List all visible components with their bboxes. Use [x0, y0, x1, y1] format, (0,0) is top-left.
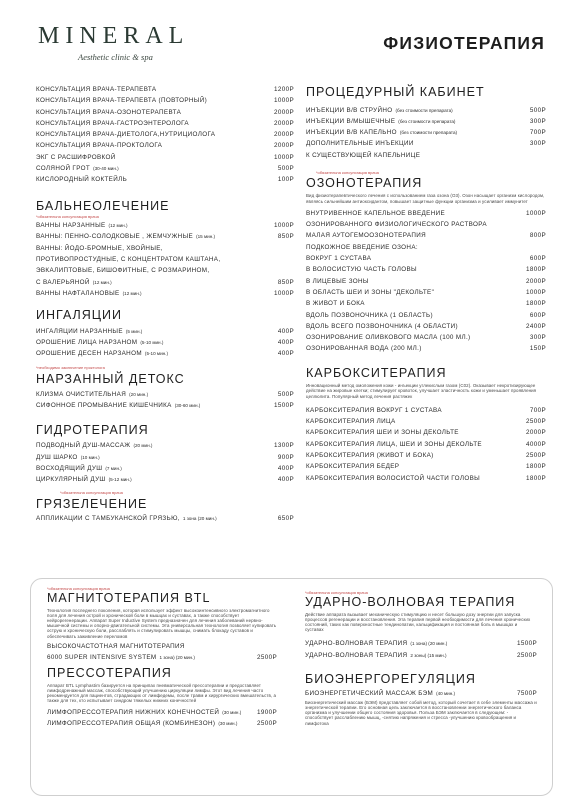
- item-name: ОЗОНИРОВАННОГО ФИЗИОЛОГИЧЕСКОГО РАСТВОРА: [306, 221, 487, 229]
- item-name: ВАННЫ НАРЗАННЫЕ: [36, 222, 106, 230]
- list-item: [36, 265, 294, 276]
- item-price: 800Р: [529, 232, 546, 240]
- item-name: ИНЪЕКЦИИ В/В СТРУЙНО: [306, 106, 393, 114]
- item-price: 500Р: [277, 391, 294, 399]
- balneo-list: [36, 220, 294, 299]
- item-price: 500Р: [529, 106, 546, 114]
- item-note: (12 мин.): [92, 279, 112, 285]
- requirement-note: *обязательна консультация врача: [316, 169, 379, 175]
- item-name: ЭКГ С РАСШИФРОВКОЙ: [36, 153, 116, 161]
- item-price: 2000Р: [274, 119, 294, 127]
- list-item: [306, 208, 546, 219]
- item-price: 2000Р: [274, 142, 294, 150]
- item-note: (7 мин.): [105, 465, 122, 471]
- list-item: [306, 321, 546, 332]
- list-item: [36, 84, 294, 95]
- list-item: [36, 288, 294, 299]
- item-price: 2000Р: [526, 277, 546, 285]
- item-price: 400Р: [277, 464, 294, 472]
- item-name: ОРОШЕНИЕ ЛИЦА НАРЗАНОМ: [36, 339, 138, 347]
- list-item: [306, 287, 546, 298]
- list-item: [306, 427, 546, 438]
- item-name: ДУШ ШАРКО: [36, 453, 78, 461]
- list-item: [36, 152, 294, 163]
- list-item: [36, 348, 294, 359]
- list-item: [36, 337, 294, 348]
- item-name: С ВАЛЕРЬЯНОЙ: [36, 278, 90, 286]
- list-item: [306, 332, 546, 343]
- item-price: 900Р: [277, 453, 294, 461]
- item-name: АППЛИКАЦИИ С ТАМБУКАНСКОЙ ГРЯЗЬЮ,: [36, 514, 180, 522]
- item-price: 700Р: [529, 406, 546, 414]
- shock-list: [305, 638, 537, 661]
- list-item: [36, 174, 294, 185]
- item-name: ВАННЫ НАФТАЛАНОВЫЕ: [36, 289, 120, 297]
- item-name: ВЫСОКОЧАСТОТНАЯ МАГНИТОТЕРАПИЯ: [47, 642, 185, 650]
- item-price: 300Р: [529, 140, 546, 148]
- item-name: КАРБОКСИТЕРАПИЯ БЕДЕР: [306, 463, 400, 471]
- item-name: КАРБОКСИТЕРАПИЯ ВОКРУГ 1 СУСТАВА: [306, 406, 442, 414]
- item-price: 2500Р: [526, 418, 546, 426]
- section-description: Аппарат BTL Lymphastim базируется на принципах пневматической прессотерапии и предоставляет лимфодренажный массаж, способствующий улучшению циркуляции лимфы. Этот вид лечения часто рекомендуется для пациентов, страдающих от лимфедемы, после травм и хирургических вмешательств, а также для тех, кто испытывает синдром тяжелых нижних конечностей: [47, 682, 277, 704]
- item-name: ПОДВОДНЫЙ ДУШ-МАССАЖ: [36, 442, 131, 450]
- list-item: [306, 405, 546, 416]
- section-title: ИНГАЛЯЦИИ: [36, 308, 123, 323]
- item-name: КОНСУЛЬТАЦИЯ ВРАЧА-ТЕРАПЕВТА (ПОВТОРНЫЙ): [36, 97, 208, 105]
- item-name: СИФОННОЕ ПРОМЫВАНИЕ КИШЕЧНИКА: [36, 402, 172, 410]
- section-description: Биоэнергетический массаж (БЭМ) представляет собой метод, который сочетает в себе элементы массажа и энергетической терапии. Его основная цель заключается в восстановлении энергетического баланса организма и улучшении общего состояния здоровья. Польза БЭМ заключается в следующем: - способствует расслаблению мышц, -снятию напряжения и стресса -улучшению кровообращения и лимфотока: [305, 699, 537, 726]
- list-item: [36, 440, 294, 451]
- list-item: [36, 95, 294, 106]
- item-note: (30-60 мин.): [174, 403, 201, 409]
- item-price: 100Р: [277, 176, 294, 184]
- list-item: [36, 513, 294, 524]
- list-item: [306, 127, 546, 138]
- item-name: КИСЛОРОДНЫЙ КОКТЕЙЛЬ: [36, 176, 128, 184]
- item-price: 300Р: [529, 117, 546, 125]
- item-price: 1000Р: [274, 97, 294, 105]
- item-name: ИНЪЕКЦИИ В/В КАПЕЛЬНО: [306, 129, 397, 137]
- bottom-box: [30, 578, 553, 796]
- item-name: КАРБОКСИТЕРАПИЯ (ЖИВОТ И БОКА): [306, 452, 434, 460]
- section-title: ГРЯЗЕЛЕЧЕНИЕ: [36, 497, 148, 512]
- list-item: [306, 298, 546, 309]
- item-name: МАЛАЯ АУТОГЕМООЗОНОТЕРАПИЯ: [306, 232, 426, 240]
- item-name: ПРОТИВОПРОСТУДНЫЕ, С КОНЦЕНТРАТОМ КАШТАНА,: [36, 256, 221, 264]
- carboxy-list: [306, 405, 546, 484]
- item-price: 1800Р: [526, 266, 546, 274]
- requirement-note: *обязательна консультация врача: [305, 590, 368, 595]
- list-item: [306, 253, 546, 264]
- list-item: [36, 400, 294, 411]
- detox-list: [36, 389, 294, 412]
- item-price: 600Р: [529, 311, 546, 319]
- left-column: [36, 84, 294, 524]
- requirement-note: *обязательна консультация врача: [36, 214, 99, 220]
- item-note: (20 мин.): [129, 392, 149, 398]
- logo: [38, 24, 189, 62]
- item-name: ОЗОНИРОВАННАЯ ВОДА (200 МЛ.): [306, 345, 422, 353]
- item-note: (20 мин.): [133, 443, 153, 449]
- item-price: 400Р: [277, 339, 294, 347]
- item-note: (30-40 мин.): [93, 166, 119, 172]
- item-name: ЦИРКУЛЯРНЫЙ ДУШ: [36, 476, 106, 484]
- item-name: ВОКРУГ 1 СУСТАВА: [306, 255, 372, 263]
- item-name: КАРБОКСИТЕРАПИЯ ЛИЦА: [306, 418, 396, 426]
- section-description: Вид физиотерапевтического лечения с использованием газа озона (О3). Озон насыщает организм кислородом, являясь сильнейшим антиоксидантом, повышает защитные функции организма и усиливает иммунитет: [306, 193, 545, 204]
- item-name: БИОЭНЕРГЕТИЧЕСКИЙ МАССАЖ БЭМ: [305, 690, 434, 698]
- item-name: К СУЩЕСТВУЮЩЕЙ КАПЕЛЬНИЦЕ: [306, 151, 421, 159]
- item-name: ИНГАЛЯЦИИ НАРЗАННЫЕ: [36, 327, 123, 335]
- list-item: [305, 638, 537, 649]
- list-item: [36, 118, 294, 129]
- item-name: ДОПОЛНИТЕЛЬНЫЕ ИНЪЕКЦИИ: [306, 140, 414, 148]
- item-price: 1000Р: [526, 288, 546, 296]
- item-price: 1800Р: [526, 474, 546, 482]
- requirement-note: *обязательна консультация врача: [47, 586, 110, 591]
- list-item: [36, 243, 294, 254]
- list-item: [306, 242, 546, 253]
- item-price: 1000Р: [274, 222, 294, 230]
- list-item: [306, 105, 546, 116]
- requirement-note: *обязательна консультация врача: [60, 490, 123, 496]
- item-name: ВДОЛЬ ВСЕГО ПОЗВОНОЧНИКА (4 ОБЛАСТИ): [306, 322, 458, 330]
- list-item: [36, 254, 294, 265]
- item-price: 1000Р: [274, 153, 294, 161]
- list-item: [306, 150, 546, 161]
- list-item: [47, 707, 277, 718]
- item-note: 1 зона (20 мин.): [182, 515, 217, 521]
- item-name: ВНУТРИВЕННОЕ КАПЕЛЬНОЕ ВВЕДЕНИЕ: [306, 209, 446, 217]
- item-note: (5-12 мин.): [108, 477, 132, 483]
- list-item: [36, 163, 294, 174]
- section-title: ОЗОНОТЕРАПИЯ: [306, 175, 423, 190]
- list-item: [305, 650, 537, 661]
- list-item: [36, 474, 294, 485]
- item-price: 1900Р: [257, 708, 277, 716]
- item-price: 1800Р: [526, 463, 546, 471]
- item-name: В ЖИВОТ И БОКА: [306, 300, 365, 308]
- item-name: ИНЪЕКЦИИ В/МЫШЕЧНЫЕ: [306, 117, 396, 125]
- list-item: [36, 389, 294, 400]
- consult-list: [36, 84, 294, 186]
- item-note: 2 зоны) (15 мин.): [410, 652, 447, 658]
- section-title: ПРОЦЕДУРНЫЙ КАБИНЕТ: [306, 85, 485, 99]
- ozone-list: [306, 208, 546, 355]
- item-name: В ВОЛОСИСТУЮ ЧАСТЬ ГОЛОВЫ: [306, 266, 417, 274]
- item-price: 150Р: [529, 345, 546, 353]
- section-description: Действие аппарата вызывает механическую стимуляцию и несет большую дозу энергии для запуска процессов регенерации и восстановления. Эта терапия первой необходимости для лечения хронических состояний, таких как поверхностные тендинопатии, кальцификация и постоянная боль в мышцах и суставах: [305, 611, 531, 633]
- press-list: [47, 707, 277, 730]
- item-price: 1800Р: [526, 300, 546, 308]
- list-item: [306, 219, 546, 230]
- item-price: 2000Р: [526, 429, 546, 437]
- list-item: [306, 138, 546, 149]
- list-item: [36, 452, 294, 463]
- item-price: 2500Р: [517, 651, 537, 659]
- item-price: 700Р: [529, 129, 546, 137]
- list-item: [36, 277, 294, 288]
- item-note: (5-10 мин.): [140, 340, 164, 346]
- item-name: 6000 SUPER INTENSIVE SYSTEM: [47, 654, 157, 662]
- item-note: (без стоимости препарата): [398, 118, 456, 124]
- item-price: 850Р: [277, 278, 294, 286]
- section-description: Технология последнего поколения, которая использует эффект высокоинтенсивного электромагнитного поля для лечения острой и хронической боли в мышцах и суставах, а также способствует нейрорегенерации. Аппарат Super Inductive System предназначен для лечения заболеваний нервно-мышечной системы и опорно-двигательной системы. Эта универсальная технология позволяет купировать острую и хроническую боли, расслаблять и стимулировать мышцы, снимать блокаду суставов и обеспечивать заживление переломов: [47, 607, 277, 639]
- section-title: НАРЗАННЫЙ ДЕТОКС: [36, 371, 185, 386]
- section-description: Инновационный метод омоложения кожи - инъекции углекислым газом (С02). Оказывает некротизирующее действие на жировые клетки; стимулирует кровоток, улучшает эластичность кожи и уменьшает проявления целлюлита. Популярный метод лечения растяжек: [306, 383, 537, 399]
- item-name: УДАРНО-ВОЛНОВАЯ ТЕРАПИЯ: [305, 651, 408, 659]
- item-price: 400Р: [277, 476, 294, 484]
- mud-list: [36, 513, 294, 524]
- list-item: [306, 116, 546, 127]
- item-note: (5-10 мин.): [144, 351, 168, 357]
- item-price: 2500Р: [257, 719, 277, 727]
- list-item: [36, 231, 294, 242]
- item-note: (12 мин.): [108, 223, 128, 229]
- list-item: [306, 450, 546, 461]
- inhal-list: [36, 326, 294, 360]
- list-item: [36, 140, 294, 151]
- item-note: (без стоимости препарата): [399, 130, 458, 136]
- item-note: (1 зона) (20 мин.): [410, 641, 448, 647]
- item-name: УДАРНО-ВОЛНОВАЯ ТЕРАПИЯ: [305, 640, 408, 648]
- item-price: 2500Р: [526, 452, 546, 460]
- item-price: 2000Р: [274, 108, 294, 116]
- item-price: 4000Р: [526, 440, 546, 448]
- item-price: 2400Р: [526, 322, 546, 330]
- item-name: КАРБОКСИТЕРАПИЯ ЛИЦА, ШЕИ И ЗОНЫ ДЕКОЛЬТЕ: [306, 440, 482, 448]
- magnet-list: [47, 652, 277, 663]
- item-note: (40 мин.): [436, 691, 456, 697]
- item-name: КАРБОКСИТЕРАПИЯ ВОЛОСИСТОЙ ЧАСТИ ГОЛОВЫ: [306, 474, 481, 482]
- item-name: КОНСУЛЬТАЦИЯ ВРАЧА-ГАСТРОЭНТЕРОЛОГА: [36, 119, 189, 127]
- item-price: 1000Р: [274, 289, 294, 297]
- item-note: 1 зона) (20 мин.): [159, 655, 195, 661]
- item-name: СОЛЯНОЙ ГРОТ: [36, 165, 91, 173]
- list-item: [306, 276, 546, 287]
- item-note: (30 мин.): [218, 720, 238, 726]
- list-item: [306, 310, 546, 321]
- section-title: УДАРНО-ВОЛНОВАЯ ТЕРАПИЯ: [305, 595, 516, 609]
- box-left: [47, 587, 277, 729]
- list-item: [306, 461, 546, 472]
- list-item: [306, 343, 546, 354]
- item-note: (10 мин.): [80, 454, 100, 460]
- item-name: КОНСУЛЬТАЦИЯ ВРАЧА-ТЕРАПЕВТА: [36, 86, 157, 93]
- item-name: ЛИМФОПРЕССОТЕРАПИЯ ОБЩАЯ (КОМБИНЕЗОН): [47, 719, 216, 727]
- item-price: 1200Р: [274, 86, 294, 93]
- right-column: [306, 86, 546, 484]
- hydro-list: [36, 440, 294, 485]
- item-price: 1500Р: [517, 640, 537, 648]
- section-title: ГИДРОТЕРАПИЯ: [36, 422, 149, 437]
- item-note: (12 мин.): [122, 290, 142, 296]
- list-item: [306, 416, 546, 427]
- item-name: В ОБЛАСТЬ ШЕИ И ЗОНЫ "ДЕКОЛЬТЕ": [306, 288, 435, 296]
- item-price: 1000Р: [526, 209, 546, 217]
- page-title: ФИЗИОТЕРАПИЯ: [383, 33, 545, 53]
- item-price: 7500Р: [517, 690, 537, 698]
- list-item: [47, 718, 277, 729]
- list-item: [306, 264, 546, 275]
- list-item: [36, 129, 294, 140]
- list-item: [36, 326, 294, 337]
- item-price: 2500Р: [257, 654, 277, 662]
- item-name: ВДОЛЬ ПОЗВОНОЧНИКА (1 ОБЛАСТЬ): [306, 311, 433, 319]
- item-price: 400Р: [277, 327, 294, 335]
- list-item: [36, 463, 294, 474]
- item-name: ЭВКАЛИПТОВЫЕ, БИШОФИТНЫЕ, С РОЗМАРИНОМ,: [36, 267, 210, 275]
- list-item: [36, 107, 294, 118]
- item-name: ПОДКОЖНОЕ ВВЕДЕНИЕ ОЗОНА:: [306, 243, 418, 251]
- item-name: ЛИМФОПРЕССОТЕРАПИЯ НИЖНИХ КОНЕЧНОСТЕЙ: [47, 708, 220, 716]
- item-price: 300Р: [529, 334, 546, 342]
- section-title: КАРБОКСИТЕРАПИЯ: [306, 365, 447, 380]
- item-note: (15 мин.): [196, 234, 216, 240]
- item-note: (30 мин.): [222, 709, 242, 715]
- list-item: [47, 641, 277, 652]
- item-price: 1300Р: [274, 442, 294, 450]
- list-item: [47, 652, 277, 663]
- item-name: КЛИЗМА ОЧИСТИТЕЛЬНАЯ: [36, 391, 127, 399]
- item-name: КОНСУЛЬТАЦИЯ ВРАЧА-ДИЕТОЛОГА,НУТРИЦИОЛОГА: [36, 131, 216, 139]
- item-name: В ЛИЦЕВЫЕ ЗОНЫ: [306, 277, 369, 285]
- section-title: БАЛЬНЕОЛЕЧЕНИЕ: [36, 198, 170, 213]
- item-name: ОЗОНИРОВАНИЕ ОЛИВКОВОГО МАСЛА (100 МЛ.): [306, 334, 471, 342]
- item-name: ВОСХОДЯЩИЙ ДУШ: [36, 464, 103, 472]
- list-item: [36, 220, 294, 231]
- item-name: ВАННЫ: ПЕННО-СОЛОДКОВЫЕ , ЖЕМЧУЖНЫЕ: [36, 233, 194, 241]
- bio-list: [305, 688, 537, 699]
- item-name: ВАННЫ: ЙОДО-БРОМНЫЕ, ХВОЙНЫЕ,: [36, 244, 163, 252]
- item-name: КОНСУЛЬТАЦИЯ ВРАЧА-ПРОКТОЛОГА: [36, 142, 163, 150]
- item-note: (5 мин.): [125, 328, 143, 334]
- proc-list: [306, 105, 546, 161]
- item-price: 850Р: [277, 233, 294, 241]
- list-item: [306, 473, 546, 484]
- section-title: ПРЕССОТЕРАПИЯ: [47, 666, 172, 681]
- item-name: ОРОШЕНИЕ ДЕСЕН НАРЗАНОМ: [36, 350, 142, 358]
- section-title: БИОЭНЕРГОРЕГУЛЯЦИЯ: [305, 671, 476, 686]
- item-price: 500Р: [277, 165, 294, 173]
- list-item: [306, 230, 546, 241]
- item-price: 1500Р: [274, 402, 294, 410]
- logo-tagline: Aesthetic clinic & spa: [78, 52, 153, 62]
- item-price: 600Р: [529, 255, 546, 263]
- section-title: МАГНИТОТЕРАПИЯ BTL: [47, 591, 211, 605]
- item-note: (без стоимости препарата): [395, 107, 453, 113]
- item-price: 650Р: [277, 514, 294, 522]
- item-name: КОНСУЛЬТАЦИЯ ВРАЧА-ОЗОНОТЕРАПЕВТА: [36, 108, 182, 116]
- item-name: КАРБОКСИТЕРАПИЯ ШЕИ И ЗОНЫ ДЕКОЛЬТЕ: [306, 429, 459, 437]
- requirement-note: *необходимо заключение проктолога: [36, 364, 105, 370]
- item-price: 2000Р: [274, 131, 294, 139]
- box-right: [305, 591, 537, 726]
- list-item: [306, 439, 546, 450]
- logo-name: MINERAL: [38, 23, 190, 49]
- list-item: [305, 688, 537, 699]
- item-price: 400Р: [277, 350, 294, 358]
